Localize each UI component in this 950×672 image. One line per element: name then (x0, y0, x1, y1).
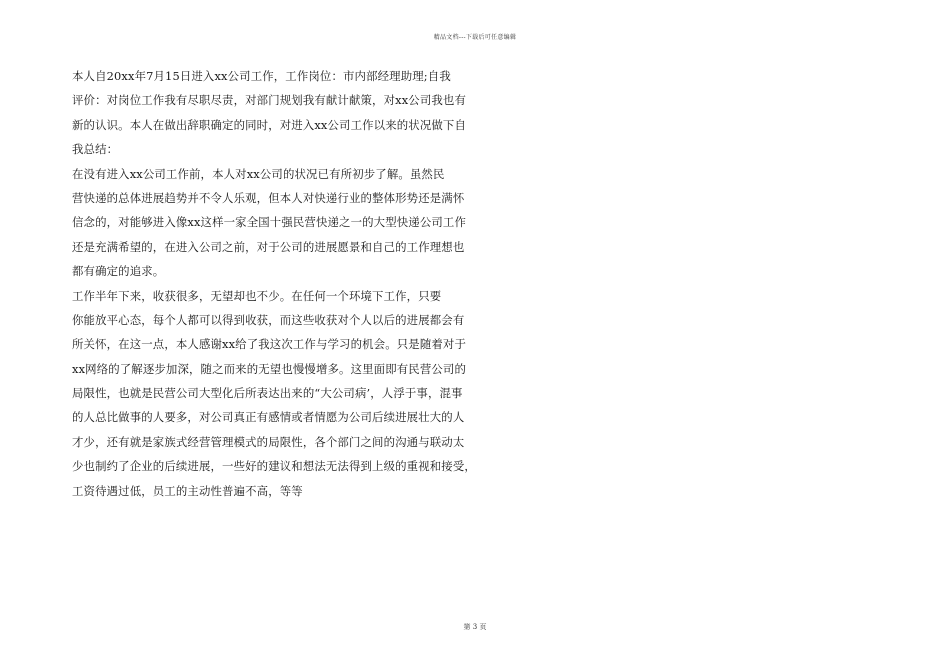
text-line: 你能放平心态，每个人都可以得到收获，而这些收获对个人以后的进展都会有 (72, 312, 465, 327)
text-line: 新的认识。本人在做出辞职确定的同时，对进入xx公司工作以来的状况做下自 (72, 117, 466, 132)
text-line: 在没有进入xx公司工作前，本人对xx公司的状况已有所初步了解。虽然民 (72, 166, 445, 181)
text-line: 信念的，对能够进入像xx这样一家全国十强民营快递之一的大型快递公司工作 (72, 215, 466, 230)
page-number: 第 3 页 (463, 623, 487, 631)
text-line: 才少，还有就是家族式经营管理模式的局限性，各个部门之间的沟通与联动太 (72, 434, 465, 449)
text-line: 局限性，也就是民营公司大型化后所表达出来的“大公司病’，人浮于事，混事 (72, 386, 463, 401)
text-line: 营快递的总体进展趋势并不令人乐观，但本人对快递行业的整体形势还是满怀 (72, 190, 465, 205)
text-line: 还是充满希望的，在进入公司之前，对于公司的进展愿景和自己的工作理想也 (72, 239, 465, 254)
text-line: 少也制约了企业的后续进展，一些好的建议和想法无法得到上级的重视和接受， (72, 459, 476, 474)
text-line: 评价：对岗位工作我有尽职尽责，对部门规划我有献计献策，对xx公司我也有 (72, 93, 466, 108)
header-note: 精品文档---下载后可任意编辑 (433, 34, 517, 41)
text-line: 的人总比做事的人要多，对公司真正有感情或者情愿为公司后续进展壮大的人 (72, 410, 465, 425)
text-line: xx网络的了解逐步加深，随之而来的无望也慢慢增多。这里面即有民营公司的 (72, 361, 466, 376)
text-line: 我总结： (72, 142, 119, 157)
text-line: 工资待遇过低，员工的主动性普遍不高，等等 (72, 483, 303, 498)
body-text (72, 64, 476, 503)
text-line: 都有确定的追求。 (72, 264, 165, 279)
text-line: 所关怀，在这一点，本人感谢xx给了我这次工作与学习的机会。只是随着对于 (72, 337, 466, 352)
text-line: 工作半年下来，收获很多，无望却也不少。在任何一个环境下工作，只要 (72, 288, 442, 303)
text-line: 本人自20xx年7月15日进入xx公司工作，工作岗位：市内部经理助理;自我 (72, 69, 451, 83)
